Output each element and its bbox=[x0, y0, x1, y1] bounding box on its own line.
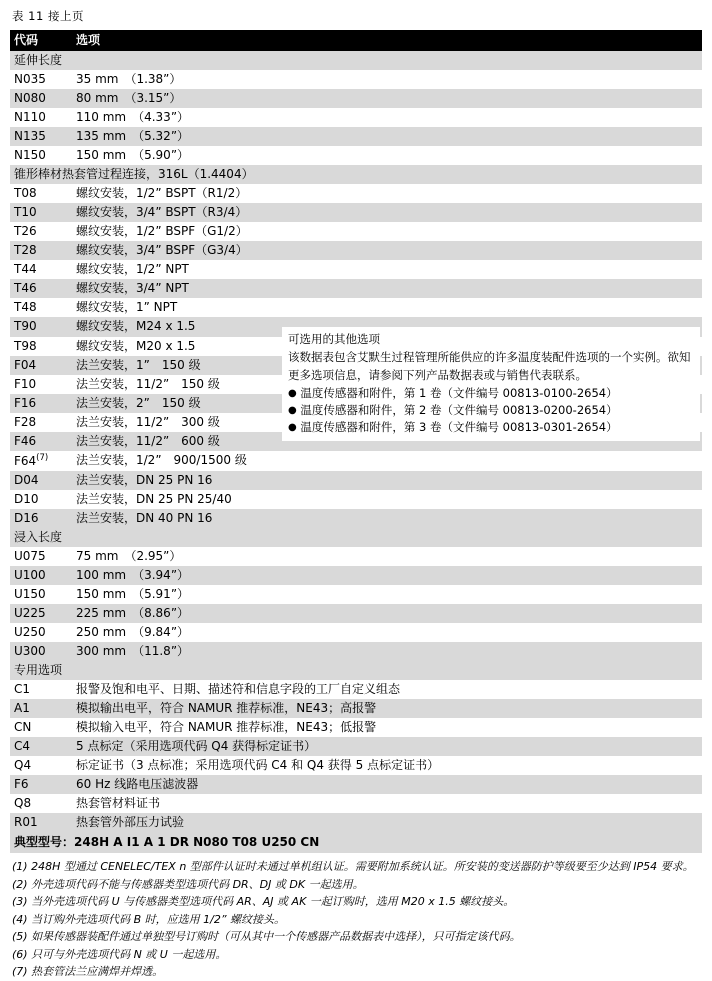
additional-options-callout bbox=[282, 327, 700, 441]
row-desc: 300 mm （11.8”） bbox=[72, 642, 702, 661]
table-row bbox=[10, 471, 702, 490]
row-code: F16 bbox=[10, 394, 72, 413]
table-row bbox=[10, 813, 702, 832]
bullet-icon: ● bbox=[288, 422, 297, 434]
row-code: A1 bbox=[10, 699, 72, 718]
row-desc: 螺纹安装，1/2” NPT bbox=[72, 260, 702, 279]
footnote: (2) 外壳选项代码不能与传感器类型选项代码 DR、DJ 或 DK 一起选用。 bbox=[12, 877, 364, 891]
row-code: Q8 bbox=[10, 794, 72, 813]
row-desc: 螺纹安装，1” NPT bbox=[72, 298, 702, 317]
row-code: U150 bbox=[10, 585, 72, 604]
table-row bbox=[10, 509, 702, 528]
footnote: (6) 只可与外壳选项代码 N 或 U 一起选用。 bbox=[12, 947, 227, 961]
row-code: T48 bbox=[10, 298, 72, 317]
table-row bbox=[10, 127, 702, 146]
row-desc: 75 mm （2.95”） bbox=[72, 547, 702, 566]
row-code: F64$^{(7)}$ bbox=[10, 451, 72, 471]
bullet-icon: ● bbox=[288, 405, 297, 416]
row-code: T98 bbox=[10, 337, 72, 356]
header-code: 代码 bbox=[10, 30, 72, 51]
table-row bbox=[10, 241, 702, 260]
row-code: N135 bbox=[10, 127, 72, 146]
footnote: (5) 如果传感器装配件通过单独型号订购时（可从其中一个传感器产品数据表中选择），只可指定该代码。 bbox=[12, 930, 521, 944]
row-desc: 热套管外部压力试验 bbox=[72, 813, 702, 832]
header-option: 选项 bbox=[72, 30, 702, 51]
table-row bbox=[10, 298, 702, 317]
table-row bbox=[10, 451, 702, 471]
row-code: N150 bbox=[10, 146, 72, 165]
row-desc: 法兰安装，DN 40 PN 16 bbox=[72, 509, 702, 528]
row-code: CN bbox=[10, 718, 72, 737]
table-row bbox=[10, 203, 702, 222]
section-header-row bbox=[10, 165, 702, 184]
row-code: U075 bbox=[10, 547, 72, 566]
row-desc: 250 mm （9.84”） bbox=[72, 623, 702, 642]
row-code: D16 bbox=[10, 509, 72, 528]
row-desc: 135 mm （5.32”） bbox=[72, 127, 702, 146]
table-row bbox=[10, 260, 702, 279]
row-desc: 法兰安装，1/2” 900/1500 级 bbox=[72, 451, 702, 471]
row-code: T28 bbox=[10, 241, 72, 260]
table-row bbox=[10, 146, 702, 165]
row-desc: 螺纹安装，1/2” BSPF（G1/2） bbox=[72, 222, 702, 241]
footnote: (7) 热套管法兰应满焊并焊透。 bbox=[12, 965, 164, 979]
bullet-icon: ● bbox=[288, 387, 297, 399]
footnote-marker: (7) bbox=[36, 452, 49, 463]
row-desc: 60 Hz 线路电压滤波器 bbox=[72, 775, 702, 794]
callout-item: ● 温度传感器和附件，第 3 卷（文件编号 00813-0301-2654） bbox=[288, 420, 618, 435]
row-code: C4 bbox=[10, 737, 72, 756]
row-code: T10 bbox=[10, 203, 72, 222]
section-title: 浸入长度 bbox=[10, 528, 702, 547]
row-code: T90 bbox=[10, 317, 72, 336]
row-code: U250 bbox=[10, 623, 72, 642]
row-desc: 法兰安装，1” 150 级 bbox=[72, 356, 702, 375]
table-caption: 表 11 接上页 bbox=[12, 9, 84, 23]
row-code: T46 bbox=[10, 279, 72, 298]
row-desc: 法兰安装，11/2” 150 级 bbox=[72, 375, 702, 394]
row-code: D10 bbox=[10, 490, 72, 509]
row-code: R01 bbox=[10, 813, 72, 832]
table-row bbox=[10, 566, 702, 585]
row-desc: 标定证书（3 点标准；采用选项代码 C4 和 Q4 获得 5 点标定证书） bbox=[72, 756, 702, 775]
row-desc: 150 mm （5.90”） bbox=[72, 146, 702, 165]
table-row bbox=[10, 184, 702, 203]
row-desc: 35 mm （1.38”） bbox=[72, 70, 702, 89]
typical-model-value: 248H A I1 A 1 DR N080 T08 U250 CN bbox=[74, 835, 320, 850]
footnote: (3) 当外壳选项代码 U 与传感器类型选项代码 AR、AJ 或 AK 一起订购时，选用 M20 x 1.5 螺纹接头。 bbox=[12, 895, 515, 909]
table-row bbox=[10, 718, 702, 737]
row-desc: 螺纹安装，M24 x 1.5 bbox=[72, 317, 702, 336]
table-row bbox=[10, 794, 702, 813]
row-desc: 螺纹安装，3/4” BSPF（G3/4） bbox=[72, 241, 702, 260]
callout-body: 该数据表包含艾默生过程管理所能供应的许多温度装配件选项的一个实例。欲知更多选项信息，请参阅下列产品数据表或与销售代表联系。 bbox=[288, 350, 691, 382]
table-row bbox=[10, 279, 702, 298]
row-desc: 法兰安装，DN 25 PN 16 bbox=[72, 471, 702, 490]
row-code: U100 bbox=[10, 566, 72, 585]
row-desc: 模拟输出电平，符合 NAMUR 推荐标准，NE43；高报警 bbox=[72, 699, 702, 718]
callout-title: 可选用的其他选项 bbox=[288, 332, 380, 346]
footnote: (4) 当订购外壳选项代码 B 时，应选用 1/2” 螺纹接头。 bbox=[12, 912, 286, 926]
table-row bbox=[10, 680, 702, 699]
table-row bbox=[10, 585, 702, 604]
row-code: F28 bbox=[10, 413, 72, 432]
row-desc: 法兰安装，11/2” 600 级 bbox=[72, 432, 702, 451]
row-code: F04 bbox=[10, 356, 72, 375]
table-row bbox=[10, 756, 702, 775]
row-desc: 螺纹安装，1/2” BSPT（R1/2） bbox=[72, 184, 702, 203]
section-title: 锥形棒材热套管过程连接，316L（1.4404） bbox=[10, 165, 702, 184]
callout-item: ● 温度传感器和附件，第 2 卷（文件编号 00813-0200-2654） bbox=[288, 403, 618, 417]
row-code: D04 bbox=[10, 471, 72, 490]
section-header-row bbox=[10, 528, 702, 547]
row-code: T26 bbox=[10, 222, 72, 241]
row-code: F6 bbox=[10, 775, 72, 794]
section-header-row bbox=[10, 661, 702, 680]
typical-model-row bbox=[10, 832, 702, 853]
row-desc: 报警及饱和电平、日期、描述符和信息字段的工厂自定义组态 bbox=[72, 680, 702, 699]
table-row bbox=[10, 89, 702, 108]
row-desc: 100 mm （3.94”） bbox=[72, 566, 702, 585]
section-title: 延伸长度 bbox=[10, 51, 702, 70]
table-row bbox=[10, 642, 702, 661]
typical-model-cell bbox=[10, 832, 702, 853]
row-desc: 法兰安装，DN 25 PN 25/40 bbox=[72, 490, 702, 509]
table-row bbox=[10, 490, 702, 509]
row-code: U300 bbox=[10, 642, 72, 661]
row-code: N080 bbox=[10, 89, 72, 108]
section-title: 专用选项 bbox=[10, 661, 702, 680]
options-table bbox=[10, 30, 702, 853]
row-code: F46 bbox=[10, 432, 72, 451]
row-desc: 225 mm （8.86”） bbox=[72, 604, 702, 623]
typical-model-label: 典型型号： bbox=[14, 835, 75, 850]
row-code: T44 bbox=[10, 260, 72, 279]
table-row bbox=[10, 623, 702, 642]
footnotes bbox=[12, 859, 702, 981]
row-desc: 螺纹安装，3/4” NPT bbox=[72, 279, 702, 298]
row-desc: 螺纹安装，3/4” BSPT（R3/4） bbox=[72, 203, 702, 222]
row-desc: 法兰安装，2” 150 级 bbox=[72, 394, 702, 413]
callout-item: ● 温度传感器和附件，第 1 卷（文件编号 00813-0100-2654） bbox=[288, 385, 618, 400]
row-desc: 5 点标定（采用选项代码 Q4 获得标定证书） bbox=[72, 737, 702, 756]
row-code: F10 bbox=[10, 375, 72, 394]
row-desc: 法兰安装，11/2” 300 级 bbox=[72, 413, 702, 432]
row-code: C1 bbox=[10, 680, 72, 699]
row-desc: 150 mm （5.91”） bbox=[72, 585, 702, 604]
table-row bbox=[10, 737, 702, 756]
table-header-row bbox=[10, 30, 702, 51]
row-code: N110 bbox=[10, 108, 72, 127]
table-row bbox=[10, 222, 702, 241]
row-code: N035 bbox=[10, 70, 72, 89]
section-header-row bbox=[10, 51, 702, 70]
table-row bbox=[10, 699, 702, 718]
row-desc: 热套管材料证书 bbox=[72, 794, 702, 813]
table-row bbox=[10, 604, 702, 623]
row-code: Q4 bbox=[10, 756, 72, 775]
row-desc: 80 mm （3.15”） bbox=[72, 89, 702, 108]
row-code: T08 bbox=[10, 184, 72, 203]
row-code: U225 bbox=[10, 604, 72, 623]
row-desc: 螺纹安装，M20 x 1.5 bbox=[72, 337, 702, 356]
table-row bbox=[10, 775, 702, 794]
table-row bbox=[10, 70, 702, 89]
row-desc: 模拟输入电平，符合 NAMUR 推荐标准，NE43；低报警 bbox=[72, 718, 702, 737]
table-row bbox=[10, 108, 702, 127]
table-row bbox=[10, 547, 702, 566]
row-desc: 110 mm （4.33”） bbox=[72, 108, 702, 127]
footnote: (1) 248H 型通过 CENELEC/TEX n 型部件认证时未通过单机组认证。需要附加系统认证。所安装的变送器防护等级要至少达到 IP54 要求。 bbox=[12, 860, 694, 874]
